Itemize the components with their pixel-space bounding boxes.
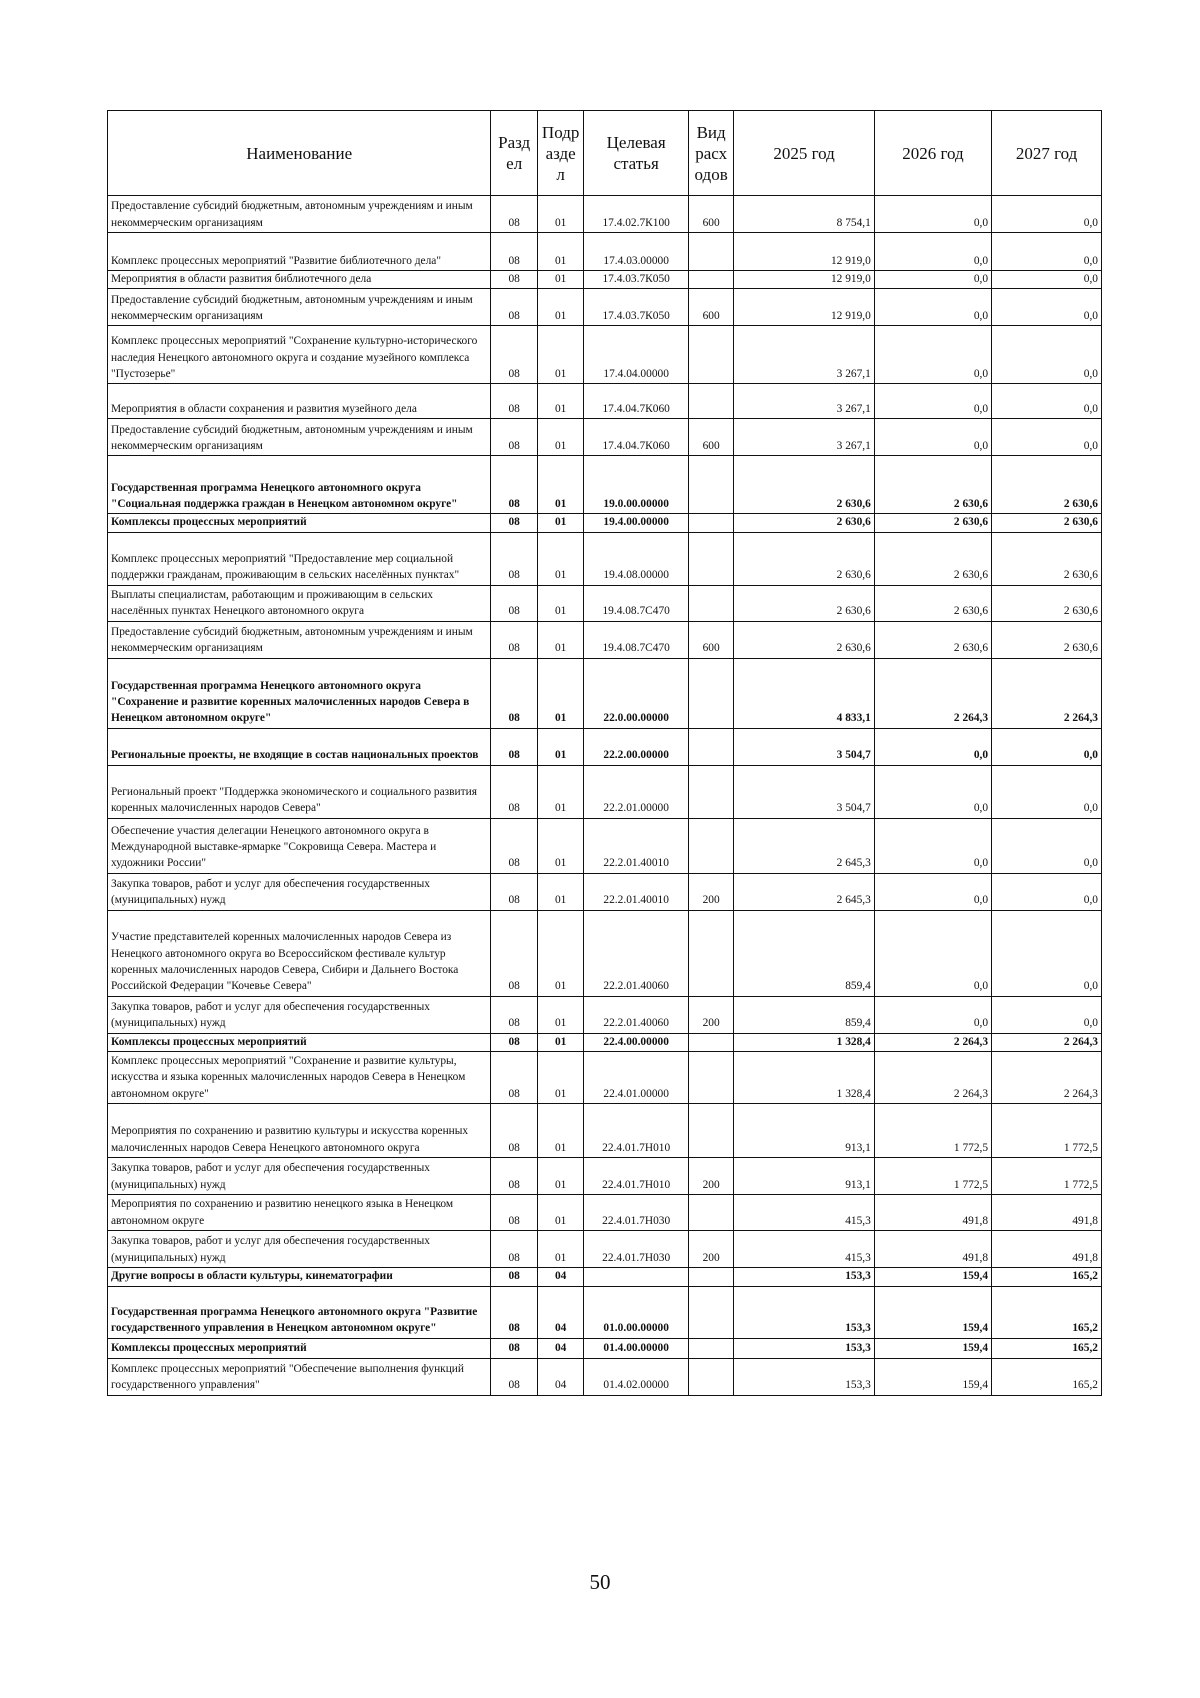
cell-2027: 2 630,6: [992, 621, 1102, 658]
cell-name: Предоставление субсидий бюджетным, автономным учреждениям и иным некоммерческим организациям: [108, 196, 491, 233]
cell-2025: 859,4: [734, 996, 874, 1033]
cell-2025: 153,3: [734, 1268, 874, 1286]
table-row: [108, 1268, 1102, 1286]
cell-2026: 159,4: [874, 1338, 991, 1358]
cell-subsection: 01: [537, 1104, 583, 1158]
cell-2026: 0,0: [874, 233, 991, 271]
cell-name: Государственная программа Ненецкого автономного округа "Сохранение и развитие коренных малочисленных народов Севера в Ненецком автономном округе": [108, 658, 491, 728]
cell-subsection: 01: [537, 271, 583, 289]
cell-2026: 0,0: [874, 271, 991, 289]
cell-2027: 165,2: [992, 1338, 1102, 1358]
cell-expense-type: [688, 1268, 733, 1286]
cell-section: 08: [491, 728, 537, 765]
cell-section: 08: [491, 514, 537, 532]
cell-name: Мероприятия по сохранению и развитию культуры и искусства коренных малочисленных народов Севера Ненецкого автономного округа: [108, 1104, 491, 1158]
cell-target-article: 17.4.04.7К060: [584, 419, 689, 456]
cell-subsection: 01: [537, 585, 583, 621]
cell-2026: 2 630,6: [874, 456, 991, 514]
cell-target-article: 19.4.08.7С470: [584, 585, 689, 621]
table-row: [108, 1231, 1102, 1268]
cell-target-article: 22.4.01.7Н030: [584, 1195, 689, 1231]
cell-name: Комплекс процессных мероприятий "Обеспечение выполнения функций государственного управления": [108, 1358, 491, 1395]
cell-name: Комплексы процессных мероприятий: [108, 1033, 491, 1051]
cell-2027: 0,0: [992, 996, 1102, 1033]
cell-2026: 0,0: [874, 818, 991, 873]
cell-subsection: 01: [537, 1052, 583, 1104]
cell-name: Мероприятия по сохранению и развитию ненецкого языка в Ненецком автономном округе: [108, 1195, 491, 1231]
cell-expense-type: [688, 585, 733, 621]
cell-expense-type: 200: [688, 1231, 733, 1268]
cell-subsection: 01: [537, 621, 583, 658]
cell-2025: 415,3: [734, 1195, 874, 1231]
cell-2027: 2 630,6: [992, 532, 1102, 585]
cell-name: Мероприятия в области сохранения и развития музейного дела: [108, 384, 491, 419]
cell-subsection: 04: [537, 1358, 583, 1395]
cell-section: 08: [491, 1358, 537, 1395]
header-2026: 2026 год: [874, 111, 991, 196]
cell-expense-type: [688, 233, 733, 271]
cell-2026: 2 264,3: [874, 1052, 991, 1104]
cell-2025: 2 630,6: [734, 514, 874, 532]
table-row: [108, 1195, 1102, 1231]
cell-target-article: 22.2.01.40060: [584, 910, 689, 996]
cell-target-article: 01.4.02.00000: [584, 1358, 689, 1395]
cell-2027: 1 772,5: [992, 1104, 1102, 1158]
table-row: [108, 765, 1102, 818]
cell-2027: 0,0: [992, 271, 1102, 289]
cell-2026: 0,0: [874, 326, 991, 384]
cell-section: 08: [491, 1268, 537, 1286]
cell-expense-type: 600: [688, 419, 733, 456]
cell-section: 08: [491, 658, 537, 728]
cell-name: Государственная программа Ненецкого автономного округа "Социальная поддержка граждан в Ненецком автономном округе": [108, 456, 491, 514]
cell-name: Другие вопросы в области культуры, кинематографии: [108, 1268, 491, 1286]
budget-table: [107, 110, 1102, 1396]
cell-name: Предоставление субсидий бюджетным, автономным учреждениям и иным некоммерческим организациям: [108, 419, 491, 456]
cell-expense-type: 200: [688, 996, 733, 1033]
cell-2027: 0,0: [992, 818, 1102, 873]
table-row: [108, 289, 1102, 326]
table-row: [108, 233, 1102, 271]
cell-2026: 1 772,5: [874, 1158, 991, 1195]
cell-2027: 0,0: [992, 233, 1102, 271]
cell-target-article: 19.0.00.00000: [584, 456, 689, 514]
cell-section: 08: [491, 1052, 537, 1104]
cell-expense-type: [688, 514, 733, 532]
cell-subsection: 01: [537, 658, 583, 728]
cell-subsection: 01: [537, 873, 583, 910]
cell-2027: 165,2: [992, 1358, 1102, 1395]
cell-subsection: 04: [537, 1286, 583, 1338]
cell-target-article: 17.4.04.00000: [584, 326, 689, 384]
header-name: Наименование: [108, 111, 491, 196]
cell-section: 08: [491, 326, 537, 384]
cell-expense-type: [688, 326, 733, 384]
cell-2026: 0,0: [874, 728, 991, 765]
cell-target-article: 22.2.01.40010: [584, 818, 689, 873]
cell-subsection: 01: [537, 419, 583, 456]
cell-2026: 159,4: [874, 1358, 991, 1395]
cell-expense-type: [688, 658, 733, 728]
cell-expense-type: [688, 765, 733, 818]
cell-2025: 2 630,6: [734, 585, 874, 621]
cell-section: 08: [491, 1231, 537, 1268]
cell-subsection: 01: [537, 233, 583, 271]
cell-2027: 1 772,5: [992, 1158, 1102, 1195]
cell-2027: 165,2: [992, 1268, 1102, 1286]
cell-2027: 0,0: [992, 196, 1102, 233]
cell-subsection: 04: [537, 1268, 583, 1286]
cell-section: 08: [491, 818, 537, 873]
cell-2026: 0,0: [874, 765, 991, 818]
cell-section: 08: [491, 271, 537, 289]
cell-name: Государственная программа Ненецкого автономного округа "Развитие государственного управления в Ненецком автономном округе": [108, 1286, 491, 1338]
cell-target-article: 22.2.01.40060: [584, 996, 689, 1033]
table-row: [108, 326, 1102, 384]
cell-2025: 3 267,1: [734, 419, 874, 456]
table-row: [108, 532, 1102, 585]
cell-section: 08: [491, 532, 537, 585]
cell-target-article: 17.4.02.7К100: [584, 196, 689, 233]
cell-name: Комплекс процессных мероприятий "Сохранение культурно-исторического наследия Ненецкого автономного округа и создание музейного комплекса "Пустозерье": [108, 326, 491, 384]
cell-expense-type: [688, 1104, 733, 1158]
cell-section: 08: [491, 996, 537, 1033]
cell-subsection: 01: [537, 514, 583, 532]
cell-target-article: 22.2.00.00000: [584, 728, 689, 765]
cell-2027: 2 264,3: [992, 1033, 1102, 1051]
cell-2025: 153,3: [734, 1338, 874, 1358]
cell-section: 08: [491, 456, 537, 514]
cell-2026: 0,0: [874, 384, 991, 419]
cell-subsection: 01: [537, 1195, 583, 1231]
cell-2025: 913,1: [734, 1158, 874, 1195]
cell-2025: 12 919,0: [734, 289, 874, 326]
cell-subsection: 01: [537, 196, 583, 233]
table-row: [108, 658, 1102, 728]
cell-2027: 0,0: [992, 765, 1102, 818]
cell-subsection: 01: [537, 1158, 583, 1195]
table-row: [108, 1033, 1102, 1051]
cell-2025: 2 630,6: [734, 621, 874, 658]
table-row: [108, 1158, 1102, 1195]
cell-name: Закупка товаров, работ и услуг для обеспечения государственных (муниципальных) нужд: [108, 1158, 491, 1195]
cell-target-article: 22.4.01.7Н010: [584, 1104, 689, 1158]
cell-target-article: 17.4.03.7К050: [584, 271, 689, 289]
cell-expense-type: 600: [688, 621, 733, 658]
table-row: [108, 196, 1102, 233]
cell-expense-type: 200: [688, 1158, 733, 1195]
cell-section: 08: [491, 419, 537, 456]
cell-target-article: 01.0.00.00000: [584, 1286, 689, 1338]
cell-2025: 8 754,1: [734, 196, 874, 233]
cell-2027: 491,8: [992, 1195, 1102, 1231]
cell-subsection: 01: [537, 1231, 583, 1268]
cell-target-article: 22.4.01.7Н010: [584, 1158, 689, 1195]
cell-name: Закупка товаров, работ и услуг для обеспечения государственных (муниципальных) нужд: [108, 1231, 491, 1268]
cell-name: Предоставление субсидий бюджетным, автономным учреждениям и иным некоммерческим организациям: [108, 289, 491, 326]
cell-2027: 0,0: [992, 419, 1102, 456]
cell-2027: 2 630,6: [992, 456, 1102, 514]
cell-2026: 491,8: [874, 1231, 991, 1268]
cell-target-article: [584, 1268, 689, 1286]
header-2027: 2027 год: [992, 111, 1102, 196]
table-row: [108, 585, 1102, 621]
cell-name: Комплекс процессных мероприятий "Предоставление мер социальной поддержки гражданам, проживающим в сельских населённых пунктах": [108, 532, 491, 585]
cell-name: Закупка товаров, работ и услуг для обеспечения государственных (муниципальных) нужд: [108, 996, 491, 1033]
cell-section: 08: [491, 384, 537, 419]
cell-target-article: 22.0.00.00000: [584, 658, 689, 728]
cell-subsection: 01: [537, 765, 583, 818]
cell-section: 08: [491, 1033, 537, 1051]
cell-2025: 3 267,1: [734, 326, 874, 384]
cell-name: Выплаты специалистам, работающим и проживающим в сельских населённых пунктах Ненецкого автономного округа: [108, 585, 491, 621]
header-target-article: Целевая статья: [584, 111, 689, 196]
table-row: [108, 384, 1102, 419]
cell-2026: 0,0: [874, 196, 991, 233]
cell-2027: 2 264,3: [992, 658, 1102, 728]
cell-section: 08: [491, 233, 537, 271]
cell-expense-type: [688, 456, 733, 514]
table-header-row: [108, 111, 1102, 196]
cell-2025: 2 630,6: [734, 532, 874, 585]
cell-2027: 491,8: [992, 1231, 1102, 1268]
cell-2025: 913,1: [734, 1104, 874, 1158]
table-row: [108, 456, 1102, 514]
page-number: 50: [589, 1570, 611, 1594]
cell-name: Комплекс процессных мероприятий "Развитие библиотечного дела": [108, 233, 491, 271]
cell-target-article: 22.4.01.7Н030: [584, 1231, 689, 1268]
table-row: [108, 873, 1102, 910]
table-row: [108, 271, 1102, 289]
cell-2025: 3 504,7: [734, 765, 874, 818]
cell-expense-type: [688, 384, 733, 419]
cell-name: Закупка товаров, работ и услуг для обеспечения государственных (муниципальных) нужд: [108, 873, 491, 910]
cell-section: 08: [491, 621, 537, 658]
cell-2027: 0,0: [992, 289, 1102, 326]
cell-section: 08: [491, 1286, 537, 1338]
cell-expense-type: 200: [688, 873, 733, 910]
cell-name: Комплекс процессных мероприятий "Сохранение и развитие культуры, искусства и языка коренных малочисленных народов Севера в Ненецком автономном округе": [108, 1052, 491, 1104]
cell-section: 08: [491, 1195, 537, 1231]
table-row: [108, 1338, 1102, 1358]
cell-target-article: 19.4.08.7С470: [584, 621, 689, 658]
cell-2025: 1 328,4: [734, 1033, 874, 1051]
cell-target-article: 22.4.00.00000: [584, 1033, 689, 1051]
cell-2026: 1 772,5: [874, 1104, 991, 1158]
cell-target-article: 17.4.04.7К060: [584, 384, 689, 419]
cell-section: 08: [491, 765, 537, 818]
cell-expense-type: [688, 910, 733, 996]
cell-expense-type: [688, 1358, 733, 1395]
cell-subsection: 01: [537, 910, 583, 996]
cell-subsection: 01: [537, 326, 583, 384]
cell-name: Комплексы процессных мероприятий: [108, 514, 491, 532]
table-row: [108, 996, 1102, 1033]
cell-2025: 415,3: [734, 1231, 874, 1268]
cell-expense-type: [688, 818, 733, 873]
header-expense-type: Вид расх одов: [688, 111, 733, 196]
cell-subsection: 01: [537, 728, 583, 765]
cell-expense-type: [688, 728, 733, 765]
cell-2026: 2 264,3: [874, 658, 991, 728]
cell-2026: 2 630,6: [874, 532, 991, 585]
cell-name: Предоставление субсидий бюджетным, автономным учреждениям и иным некоммерческим организациям: [108, 621, 491, 658]
cell-2027: 2 630,6: [992, 585, 1102, 621]
table-row: [108, 1286, 1102, 1338]
cell-subsection: 01: [537, 1033, 583, 1051]
cell-2025: 153,3: [734, 1286, 874, 1338]
cell-section: 08: [491, 1338, 537, 1358]
cell-target-article: 19.4.08.00000: [584, 532, 689, 585]
cell-2025: 2 645,3: [734, 873, 874, 910]
cell-expense-type: 600: [688, 196, 733, 233]
table-row: [108, 514, 1102, 532]
cell-expense-type: [688, 1033, 733, 1051]
cell-section: 08: [491, 1104, 537, 1158]
cell-2025: 12 919,0: [734, 271, 874, 289]
cell-section: 08: [491, 910, 537, 996]
cell-target-article: 22.2.01.40010: [584, 873, 689, 910]
cell-2027: 0,0: [992, 873, 1102, 910]
table-row: [108, 1052, 1102, 1104]
table-row: [108, 419, 1102, 456]
cell-2026: 0,0: [874, 996, 991, 1033]
cell-subsection: 01: [537, 996, 583, 1033]
table-row: [108, 621, 1102, 658]
cell-expense-type: 600: [688, 289, 733, 326]
cell-2026: 159,4: [874, 1268, 991, 1286]
cell-2025: 4 833,1: [734, 658, 874, 728]
cell-2025: 1 328,4: [734, 1052, 874, 1104]
cell-section: 08: [491, 873, 537, 910]
cell-2027: 165,2: [992, 1286, 1102, 1338]
cell-name: Комплексы процессных мероприятий: [108, 1338, 491, 1358]
cell-2026: 2 630,6: [874, 621, 991, 658]
cell-subsection: 01: [537, 289, 583, 326]
cell-section: 08: [491, 1158, 537, 1195]
cell-2026: 0,0: [874, 419, 991, 456]
table-body: [108, 196, 1102, 1396]
cell-2025: 2 645,3: [734, 818, 874, 873]
cell-subsection: 01: [537, 456, 583, 514]
table-row: [108, 728, 1102, 765]
cell-expense-type: [688, 1195, 733, 1231]
cell-2026: 2 630,6: [874, 514, 991, 532]
cell-target-article: 01.4.00.00000: [584, 1338, 689, 1358]
cell-expense-type: [688, 1338, 733, 1358]
cell-subsection: 04: [537, 1338, 583, 1358]
cell-2027: 2 630,6: [992, 514, 1102, 532]
cell-name: Мероприятия в области развития библиотечного дела: [108, 271, 491, 289]
cell-2026: 0,0: [874, 873, 991, 910]
cell-2027: 0,0: [992, 910, 1102, 996]
cell-target-article: 19.4.00.00000: [584, 514, 689, 532]
header-2025: 2025 год: [734, 111, 874, 196]
cell-target-article: 22.4.01.00000: [584, 1052, 689, 1104]
cell-name: Региональный проект "Поддержка экономического и социального развития коренных малочисленных народов Севера": [108, 765, 491, 818]
table-row: [108, 910, 1102, 996]
cell-name: Региональные проекты, не входящие в состав национальных проектов: [108, 728, 491, 765]
cell-subsection: 01: [537, 384, 583, 419]
cell-2026: 0,0: [874, 289, 991, 326]
cell-target-article: 17.4.03.00000: [584, 233, 689, 271]
cell-target-article: 22.2.01.00000: [584, 765, 689, 818]
table-row: [108, 1104, 1102, 1158]
cell-section: 08: [491, 585, 537, 621]
cell-2027: 2 264,3: [992, 1052, 1102, 1104]
cell-2026: 491,8: [874, 1195, 991, 1231]
cell-subsection: 01: [537, 532, 583, 585]
table-row: [108, 1358, 1102, 1395]
cell-name: Обеспечение участия делегации Ненецкого автономного округа в Международной выставке-ярмарке "Сокровища Севера. Мастера и художники России": [108, 818, 491, 873]
cell-target-article: 17.4.03.7К050: [584, 289, 689, 326]
cell-2025: 153,3: [734, 1358, 874, 1395]
cell-2025: 859,4: [734, 910, 874, 996]
cell-2026: 159,4: [874, 1286, 991, 1338]
cell-expense-type: [688, 1286, 733, 1338]
cell-2027: 0,0: [992, 326, 1102, 384]
cell-name: Участие представителей коренных малочисленных народов Севера из Ненецкого автономного округа во Всероссийском фестивале культур коренных малочисленных народов Севера, Сибири и Дальнего Востока Российской Федерации "Кочевье Севера": [108, 910, 491, 996]
cell-2026: 2 264,3: [874, 1033, 991, 1051]
cell-expense-type: [688, 271, 733, 289]
cell-2025: 12 919,0: [734, 233, 874, 271]
cell-section: 08: [491, 289, 537, 326]
cell-2025: 3 267,1: [734, 384, 874, 419]
cell-subsection: 01: [537, 818, 583, 873]
cell-expense-type: [688, 532, 733, 585]
cell-2025: 2 630,6: [734, 456, 874, 514]
cell-2025: 3 504,7: [734, 728, 874, 765]
cell-2027: 0,0: [992, 728, 1102, 765]
cell-expense-type: [688, 1052, 733, 1104]
cell-2026: 0,0: [874, 910, 991, 996]
cell-2027: 0,0: [992, 384, 1102, 419]
table-row: [108, 818, 1102, 873]
header-subsection: Подр азде л: [537, 111, 583, 196]
cell-section: 08: [491, 196, 537, 233]
cell-2026: 2 630,6: [874, 585, 991, 621]
header-section: Разд ел: [491, 111, 537, 196]
